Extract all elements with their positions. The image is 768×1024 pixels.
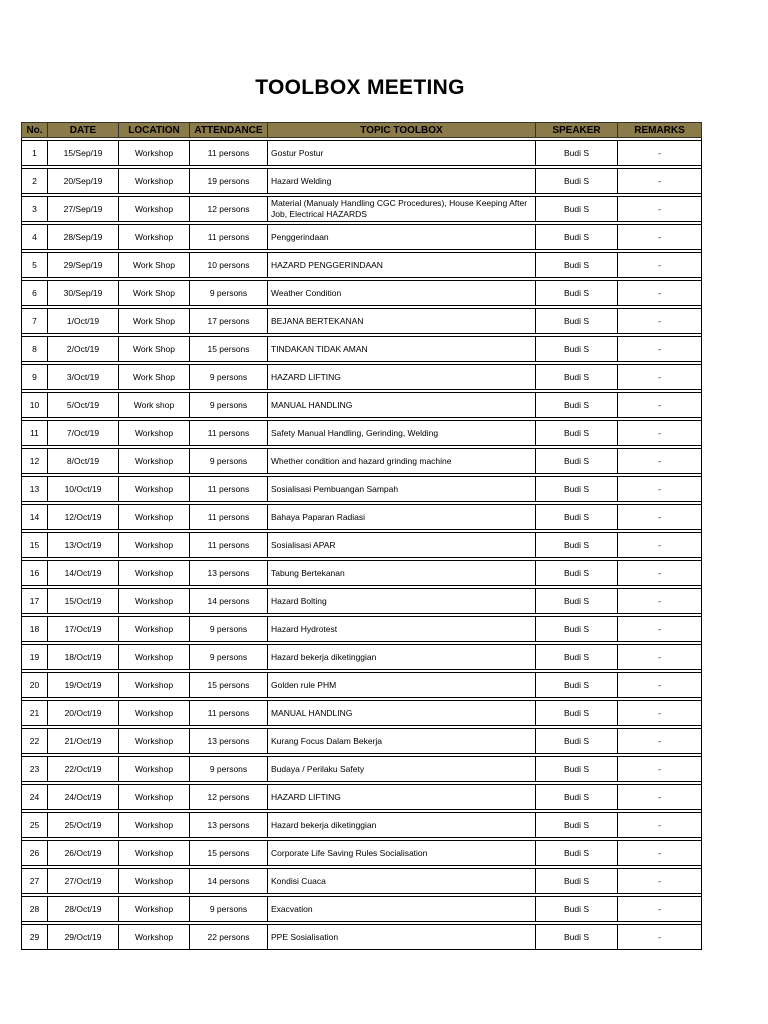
cell-location: Workshop: [119, 477, 190, 502]
cell-date: 30/Sep/19: [48, 281, 119, 306]
cell-date: 18/Oct/19: [48, 645, 119, 670]
cell-topic: Penggerindaan: [268, 225, 536, 250]
cell-no: 29: [22, 925, 48, 950]
table-row: [22, 897, 702, 922]
cell-location: Workshop: [119, 729, 190, 754]
cell-date: 15/Sep/19: [48, 141, 119, 166]
cell-date: 14/Oct/19: [48, 561, 119, 586]
table-row: [22, 589, 702, 614]
cell-no: 22: [22, 729, 48, 754]
cell-attendance: 9 persons: [190, 757, 268, 782]
column-header-no: No.: [22, 123, 48, 138]
cell-location: Workshop: [119, 897, 190, 922]
cell-topic: MANUAL HANDLING: [268, 701, 536, 726]
cell-topic: Hazard bekerja diketinggian: [268, 645, 536, 670]
cell-no: 24: [22, 785, 48, 810]
cell-speaker: Budi S: [536, 393, 618, 418]
table-row: [22, 533, 702, 558]
cell-date: 7/Oct/19: [48, 421, 119, 446]
cell-date: 27/Sep/19: [48, 197, 119, 222]
cell-no: 10: [22, 393, 48, 418]
cell-date: 21/Oct/19: [48, 729, 119, 754]
table-row: [22, 841, 702, 866]
cell-attendance: 11 persons: [190, 225, 268, 250]
table-row: [22, 617, 702, 642]
cell-location: Workshop: [119, 505, 190, 530]
cell-date: 13/Oct/19: [48, 533, 119, 558]
cell-date: 22/Oct/19: [48, 757, 119, 782]
table-row: [22, 337, 702, 362]
table-row: [22, 729, 702, 754]
cell-date: 2/Oct/19: [48, 337, 119, 362]
cell-speaker: Budi S: [536, 477, 618, 502]
cell-topic: Exacvation: [268, 897, 536, 922]
cell-attendance: 11 persons: [190, 421, 268, 446]
cell-speaker: Budi S: [536, 421, 618, 446]
cell-no: 23: [22, 757, 48, 782]
cell-topic: Corporate Life Saving Rules Socialisation: [268, 841, 536, 866]
cell-attendance: 12 persons: [190, 785, 268, 810]
cell-attendance: 10 persons: [190, 253, 268, 278]
column-header-location: LOCATION: [119, 123, 190, 138]
toolbox-meeting-table: [21, 122, 702, 950]
cell-topic: Kondisi Cuaca: [268, 869, 536, 894]
cell-remarks: -: [618, 645, 702, 670]
cell-topic: HAZARD PENGGERINDAAN: [268, 253, 536, 278]
cell-location: Workshop: [119, 617, 190, 642]
table-row: [22, 169, 702, 194]
cell-date: 24/Oct/19: [48, 785, 119, 810]
cell-remarks: -: [618, 393, 702, 418]
cell-location: Workshop: [119, 589, 190, 614]
cell-speaker: Budi S: [536, 253, 618, 278]
cell-remarks: -: [618, 925, 702, 950]
cell-no: 7: [22, 309, 48, 334]
cell-no: 26: [22, 841, 48, 866]
cell-no: 13: [22, 477, 48, 502]
table-row: [22, 141, 702, 166]
cell-topic: Hazard Hydrotest: [268, 617, 536, 642]
cell-topic: Sosialisasi APAR: [268, 533, 536, 558]
cell-date: 29/Oct/19: [48, 925, 119, 950]
cell-speaker: Budi S: [536, 365, 618, 390]
table-row: [22, 477, 702, 502]
cell-no: 12: [22, 449, 48, 474]
cell-no: 28: [22, 897, 48, 922]
cell-remarks: -: [618, 785, 702, 810]
cell-location: Workshop: [119, 925, 190, 950]
cell-attendance: 9 persons: [190, 281, 268, 306]
cell-location: Workshop: [119, 813, 190, 838]
cell-no: 6: [22, 281, 48, 306]
cell-speaker: Budi S: [536, 449, 618, 474]
table-row: [22, 449, 702, 474]
cell-speaker: Budi S: [536, 757, 618, 782]
table-row: [22, 813, 702, 838]
cell-remarks: -: [618, 897, 702, 922]
cell-attendance: 14 persons: [190, 869, 268, 894]
cell-no: 15: [22, 533, 48, 558]
cell-speaker: Budi S: [536, 729, 618, 754]
cell-date: 29/Sep/19: [48, 253, 119, 278]
cell-speaker: Budi S: [536, 225, 618, 250]
table-row: [22, 701, 702, 726]
cell-no: 17: [22, 589, 48, 614]
cell-remarks: -: [618, 197, 702, 222]
table-row: [22, 393, 702, 418]
cell-attendance: 9 persons: [190, 645, 268, 670]
table-row: [22, 645, 702, 670]
table-row: [22, 197, 702, 222]
cell-speaker: Budi S: [536, 645, 618, 670]
column-header-speaker: SPEAKER: [536, 123, 618, 138]
cell-attendance: 14 persons: [190, 589, 268, 614]
cell-location: Workshop: [119, 785, 190, 810]
cell-attendance: 9 persons: [190, 449, 268, 474]
cell-remarks: -: [618, 505, 702, 530]
cell-speaker: Budi S: [536, 925, 618, 950]
cell-topic: Safety Manual Handling, Gerinding, Welding: [268, 421, 536, 446]
cell-remarks: -: [618, 477, 702, 502]
cell-topic: Weather Condition: [268, 281, 536, 306]
cell-date: 26/Oct/19: [48, 841, 119, 866]
cell-date: 1/Oct/19: [48, 309, 119, 334]
cell-topic: Sosialisasi Pembuangan Sampah: [268, 477, 536, 502]
cell-no: 16: [22, 561, 48, 586]
cell-location: Work Shop: [119, 309, 190, 334]
cell-attendance: 15 persons: [190, 337, 268, 362]
cell-location: Workshop: [119, 673, 190, 698]
cell-no: 5: [22, 253, 48, 278]
cell-remarks: -: [618, 169, 702, 194]
cell-remarks: -: [618, 841, 702, 866]
cell-no: 20: [22, 673, 48, 698]
header-row: [22, 123, 702, 138]
cell-no: 18: [22, 617, 48, 642]
cell-location: Work Shop: [119, 365, 190, 390]
cell-remarks: -: [618, 253, 702, 278]
cell-attendance: 9 persons: [190, 365, 268, 390]
cell-attendance: 13 persons: [190, 729, 268, 754]
cell-speaker: Budi S: [536, 701, 618, 726]
cell-remarks: -: [618, 813, 702, 838]
cell-date: 10/Oct/19: [48, 477, 119, 502]
cell-topic: Material (Manualy Handling CGC Procedures), House Keeping After Job, Electrical HAZARDS: [268, 197, 536, 222]
cell-date: 3/Oct/19: [48, 365, 119, 390]
cell-attendance: 11 persons: [190, 477, 268, 502]
cell-location: Workshop: [119, 169, 190, 194]
cell-location: Workshop: [119, 561, 190, 586]
cell-location: Workshop: [119, 421, 190, 446]
cell-speaker: Budi S: [536, 141, 618, 166]
cell-no: 21: [22, 701, 48, 726]
table-row: [22, 365, 702, 390]
cell-topic: Golden rule PHM: [268, 673, 536, 698]
cell-date: 28/Oct/19: [48, 897, 119, 922]
cell-speaker: Budi S: [536, 533, 618, 558]
cell-no: 11: [22, 421, 48, 446]
table-row: [22, 505, 702, 530]
cell-no: 25: [22, 813, 48, 838]
cell-date: 20/Oct/19: [48, 701, 119, 726]
cell-speaker: Budi S: [536, 169, 618, 194]
table-body: [22, 138, 702, 950]
cell-date: 25/Oct/19: [48, 813, 119, 838]
cell-date: 28/Sep/19: [48, 225, 119, 250]
cell-location: Workshop: [119, 141, 190, 166]
cell-location: Workshop: [119, 869, 190, 894]
cell-attendance: 9 persons: [190, 393, 268, 418]
cell-date: 19/Oct/19: [48, 673, 119, 698]
cell-location: Workshop: [119, 225, 190, 250]
table-row: [22, 225, 702, 250]
cell-attendance: 17 persons: [190, 309, 268, 334]
cell-remarks: -: [618, 449, 702, 474]
cell-location: Workshop: [119, 533, 190, 558]
cell-topic: Tabung Bertekanan: [268, 561, 536, 586]
cell-topic: PPE Sosialisation: [268, 925, 536, 950]
cell-speaker: Budi S: [536, 561, 618, 586]
cell-topic: Whether condition and hazard grinding machine: [268, 449, 536, 474]
cell-remarks: -: [618, 421, 702, 446]
cell-date: 5/Oct/19: [48, 393, 119, 418]
cell-topic: HAZARD LIFTING: [268, 785, 536, 810]
cell-speaker: Budi S: [536, 589, 618, 614]
cell-topic: TINDAKAN TIDAK AMAN: [268, 337, 536, 362]
table-row: [22, 421, 702, 446]
cell-location: Workshop: [119, 197, 190, 222]
cell-remarks: -: [618, 869, 702, 894]
cell-location: Work Shop: [119, 337, 190, 362]
cell-date: 15/Oct/19: [48, 589, 119, 614]
cell-date: 17/Oct/19: [48, 617, 119, 642]
column-header-attendance: ATTENDANCE: [190, 123, 268, 138]
cell-attendance: 11 persons: [190, 533, 268, 558]
cell-attendance: 11 persons: [190, 141, 268, 166]
cell-no: 3: [22, 197, 48, 222]
cell-attendance: 19 persons: [190, 169, 268, 194]
cell-remarks: -: [618, 729, 702, 754]
cell-topic: HAZARD LIFTING: [268, 365, 536, 390]
cell-remarks: -: [618, 757, 702, 782]
cell-topic: Gostur Postur: [268, 141, 536, 166]
cell-remarks: -: [618, 701, 702, 726]
cell-no: 4: [22, 225, 48, 250]
cell-date: 27/Oct/19: [48, 869, 119, 894]
cell-remarks: -: [618, 673, 702, 698]
cell-topic: Bahaya Paparan Radiasi: [268, 505, 536, 530]
cell-speaker: Budi S: [536, 673, 618, 698]
cell-speaker: Budi S: [536, 197, 618, 222]
column-header-topic: TOPIC TOOLBOX: [268, 123, 536, 138]
cell-no: 19: [22, 645, 48, 670]
cell-attendance: 11 persons: [190, 505, 268, 530]
cell-speaker: Budi S: [536, 785, 618, 810]
table-row: [22, 281, 702, 306]
cell-topic: Kurang Focus Dalam Bekerja: [268, 729, 536, 754]
cell-remarks: -: [618, 337, 702, 362]
table-header: [22, 123, 702, 138]
cell-remarks: -: [618, 309, 702, 334]
cell-no: 27: [22, 869, 48, 894]
cell-attendance: 13 persons: [190, 561, 268, 586]
column-header-remarks: REMARKS: [618, 123, 702, 138]
cell-topic: Hazard bekerja diketinggian: [268, 813, 536, 838]
cell-remarks: -: [618, 141, 702, 166]
cell-topic: Hazard Bolting: [268, 589, 536, 614]
cell-location: Workshop: [119, 645, 190, 670]
cell-remarks: -: [618, 225, 702, 250]
cell-attendance: 11 persons: [190, 701, 268, 726]
cell-speaker: Budi S: [536, 841, 618, 866]
cell-speaker: Budi S: [536, 869, 618, 894]
table-row: [22, 673, 702, 698]
table-row: [22, 757, 702, 782]
cell-location: Work Shop: [119, 281, 190, 306]
cell-attendance: 9 persons: [190, 617, 268, 642]
cell-topic: MANUAL HANDLING: [268, 393, 536, 418]
cell-remarks: -: [618, 533, 702, 558]
cell-remarks: -: [618, 589, 702, 614]
cell-location: Workshop: [119, 449, 190, 474]
cell-attendance: 12 persons: [190, 197, 268, 222]
table-row: [22, 925, 702, 950]
cell-speaker: Budi S: [536, 813, 618, 838]
cell-date: 20/Sep/19: [48, 169, 119, 194]
page-title: TOOLBOX MEETING: [255, 76, 465, 99]
table-row: [22, 785, 702, 810]
cell-attendance: 13 persons: [190, 813, 268, 838]
cell-remarks: -: [618, 617, 702, 642]
cell-attendance: 22 persons: [190, 925, 268, 950]
cell-speaker: Budi S: [536, 309, 618, 334]
cell-no: 9: [22, 365, 48, 390]
cell-speaker: Budi S: [536, 281, 618, 306]
cell-location: Workshop: [119, 701, 190, 726]
table-row: [22, 253, 702, 278]
cell-remarks: -: [618, 365, 702, 390]
cell-speaker: Budi S: [536, 337, 618, 362]
cell-no: 8: [22, 337, 48, 362]
cell-speaker: Budi S: [536, 505, 618, 530]
cell-attendance: 15 persons: [190, 673, 268, 698]
table-row: [22, 561, 702, 586]
cell-attendance: 15 persons: [190, 841, 268, 866]
cell-speaker: Budi S: [536, 617, 618, 642]
cell-remarks: -: [618, 561, 702, 586]
cell-topic: BEJANA BERTEKANAN: [268, 309, 536, 334]
cell-remarks: -: [618, 281, 702, 306]
cell-location: Work shop: [119, 393, 190, 418]
cell-no: 1: [22, 141, 48, 166]
column-header-date: DATE: [48, 123, 119, 138]
cell-no: 2: [22, 169, 48, 194]
cell-no: 14: [22, 505, 48, 530]
cell-date: 12/Oct/19: [48, 505, 119, 530]
cell-speaker: Budi S: [536, 897, 618, 922]
table-row: [22, 309, 702, 334]
cell-topic: Budaya / Perilaku Safety: [268, 757, 536, 782]
cell-attendance: 9 persons: [190, 897, 268, 922]
cell-location: Workshop: [119, 757, 190, 782]
cell-topic: Hazard Welding: [268, 169, 536, 194]
cell-date: 8/Oct/19: [48, 449, 119, 474]
table-row: [22, 869, 702, 894]
cell-location: Work Shop: [119, 253, 190, 278]
cell-location: Workshop: [119, 841, 190, 866]
